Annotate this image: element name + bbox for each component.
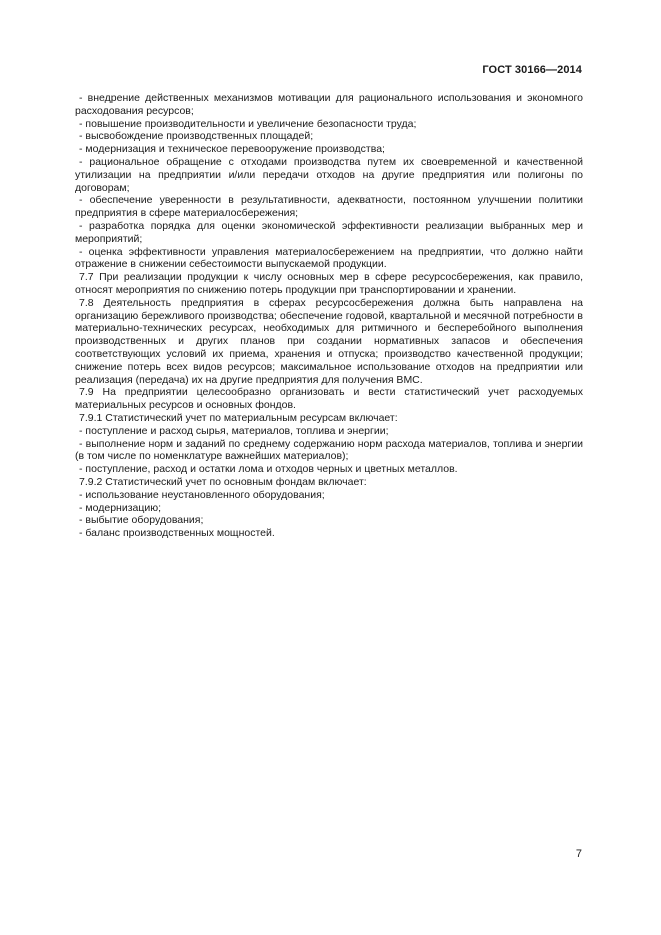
clause-7-8: 7.8 Деятельность предприятия в сферах ресурсосбережения должна быть направлена на организацию бережливого производства; обеспечение годовой, квартальной и месячной потребности в материально-технических ресурсах, необходимых для ритмичного и бесперебойного выполнения производственных и других планов при создании нормативных запасов и обеспечения соответствующих условий их приема, хранения и отпуска; производство качественной продукции; снижение потерь всех видов ресурсов; максимальное использование отходов на предприятии или реализация (передача) их на другие предприятия для получения ВМС.	[75, 296, 583, 386]
clause-7-9-2: 7.9.2 Статистический учет по основным фондам включает:	[79, 475, 367, 488]
paragraph: - модернизацию;	[79, 501, 162, 514]
clause-7-7: 7.7 При реализации продукции к числу основных мер в сфере ресурсосбережения, как правило, относят мероприятия по снижению потерь продукции при транспортировании и хранении.	[75, 271, 583, 296]
paragraph: - внедрение действенных механизмов мотивации для рационального использования и экономного расходования ресурсов;	[75, 92, 583, 117]
paragraph: - поступление, расход и остатки лома и отходов черных и цветных металлов.	[79, 463, 458, 476]
paragraph: - высвобождение производственных площадей;	[79, 130, 314, 143]
paragraph: - выполнение норм и заданий по среднему содержанию норм расхода материалов, топлива и энергии (в том числе по номенклатуре важнейших материалов);	[75, 437, 583, 463]
paragraph: - повышение производительности и увеличение безопасности труда;	[79, 117, 417, 130]
standard-code-header: ГОСТ 30166—2014	[482, 64, 582, 76]
paragraph: - рациональное обращение с отходами производства путем их своевременной и качественной утилизации на предприятии и/или передачи отходов на другие предприятия или полигоны по договорам;	[75, 155, 583, 194]
paragraph: - поступление и расход сырья, материалов, топлива и энергии;	[79, 424, 389, 437]
paragraph: - использование неустановленного оборудования;	[79, 488, 325, 501]
paragraph: - обеспечение уверенности в результативности, адекватности, постоянном улучшении политики предприятия в сфере материалосбережения;	[75, 194, 583, 220]
paragraph: - баланс производственных мощностей.	[79, 527, 275, 540]
paragraph: - модернизация и техническое перевооружение производства;	[79, 143, 385, 156]
paragraph: - разработка порядка для оценки экономической эффективности реализации выбранных мер и мероприятий;	[75, 219, 583, 245]
paragraph: - оценка эффективности управления материалосбережением на предприятии, что должно найти отражение в снижении себестоимости выпускаемой продукции.	[75, 245, 583, 271]
paragraph: - выбытие оборудования;	[79, 514, 204, 527]
clause-7-9-1: 7.9.1 Статистический учет по материальным ресурсам включает:	[79, 411, 398, 424]
body-text	[75, 92, 583, 540]
page-number: 7	[575, 848, 582, 860]
clause-7-9: 7.9 На предприятии целесообразно организовать и вести статистический учет расходуемых материальных ресурсов и основных фондов.	[75, 386, 583, 412]
